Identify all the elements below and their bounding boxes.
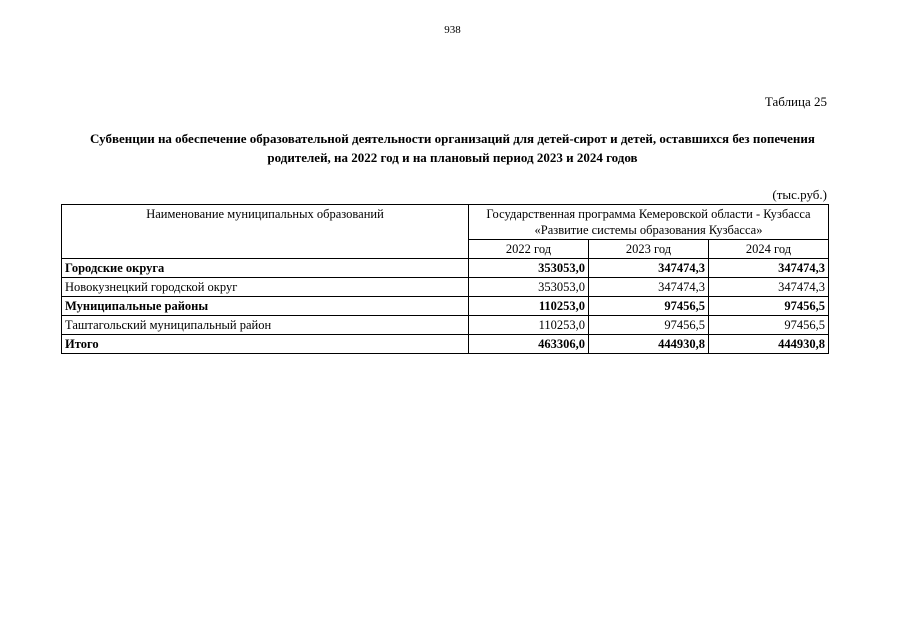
cell-2022: 110253,0 (469, 297, 589, 316)
cell-2022: 353053,0 (469, 278, 589, 297)
cell-2023: 97456,5 (589, 297, 709, 316)
cell-2023: 347474,3 (589, 259, 709, 278)
subsidies-table (61, 204, 829, 354)
table-row (62, 297, 829, 316)
cell-2022: 463306,0 (469, 335, 589, 354)
header-name: Наименование муниципальных образований (62, 205, 469, 259)
cell-2024: 444930,8 (709, 335, 829, 354)
cell-2022: 353053,0 (469, 259, 589, 278)
cell-name: Итого (62, 335, 469, 354)
table-row (62, 316, 829, 335)
cell-2022: 110253,0 (469, 316, 589, 335)
cell-name: Муниципальные районы (62, 297, 469, 316)
cell-name: Городские округа (62, 259, 469, 278)
cell-2024: 97456,5 (709, 316, 829, 335)
table-row (62, 278, 829, 297)
cell-2023: 444930,8 (589, 335, 709, 354)
header-year-2024: 2024 год (709, 240, 829, 259)
table-row (62, 259, 829, 278)
cell-2024: 97456,5 (709, 297, 829, 316)
cell-name: Новокузнецкий городской округ (62, 278, 469, 297)
cell-name: Таштагольский муниципальный район (62, 316, 469, 335)
table-label: Таблица 25 (764, 94, 827, 109)
units-label: (тыс.руб.) (772, 187, 827, 202)
cell-2024: 347474,3 (709, 278, 829, 297)
page-number: 938 (444, 24, 461, 36)
cell-2023: 97456,5 (589, 316, 709, 335)
table-body (62, 259, 829, 354)
header-row (62, 205, 829, 240)
cell-2023: 347474,3 (589, 278, 709, 297)
table-row (62, 335, 829, 354)
header-year-2023: 2023 год (589, 240, 709, 259)
header-year-2022: 2022 год (469, 240, 589, 259)
document-title: Субвенции на обеспечение образовательной деятельности организаций для детей-сирот и детей, оставшихся без попечения родителей, на 2022 год и на плановый период 2023 и 2024 годов (90, 131, 815, 165)
header-program: Государственная программа Кемеровской области - Кузбасса «Развитие системы образования Кузбасса» (469, 205, 829, 240)
cell-2024: 347474,3 (709, 259, 829, 278)
